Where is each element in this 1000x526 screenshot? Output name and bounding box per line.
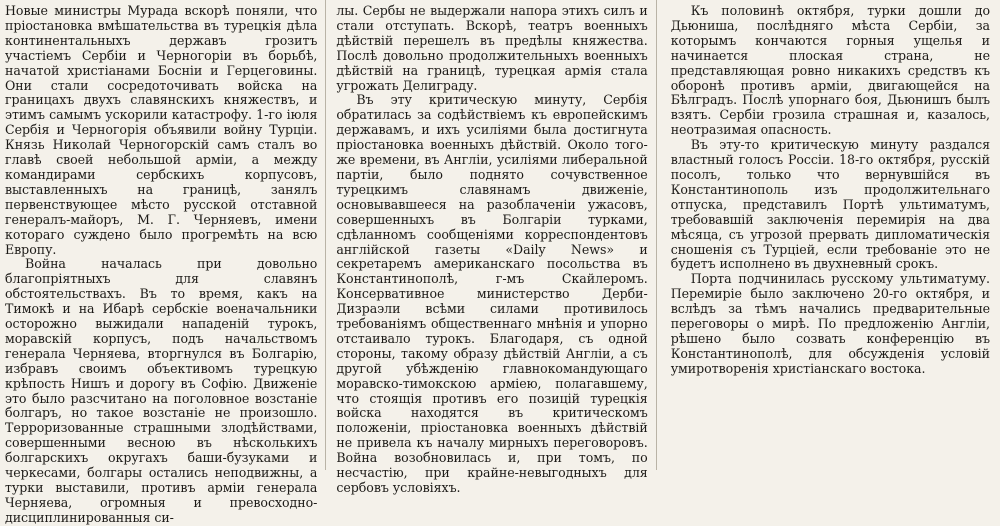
paragraph: Новые министры Мурада вскорѣ поняли, что пріостановка вмѣшательства въ турецкія дѣла континентальныхъ державъ грозитъ участіемъ Сербіи и Черногоріи въ борьбѣ, начатой христіанами Босніи и Герцеговины. Они стали сосредоточивать войска на границахъ двухъ славянскихъ княжествъ, и этимъ самымъ ускорили катастрофу. 1-го іюля Сербія и Черногорія объявили войну Турціи. Князь Николай Черногорскій самъ сталъ во главѣ своей небольшой арміи, а между командирами сербскихъ корпусовъ, выставленныхъ на границѣ, занялъ первенствующее мѣсто русской отставной генералъ-майоръ, М. Г. Черняевъ, имени котораго суждено было прогремѣть на всю Европу. xyxy=(5,3,318,257)
text-column-3 xyxy=(657,0,1000,470)
text-column-1 xyxy=(0,0,325,525)
paragraph: лы. Сербы не выдержали напора этихъ силъ и стали отступать. Вскорѣ, театръ военныхъ дѣйствій перешелъ въ предѣлы княжества. Послѣ довольно продолжительныхъ военныхъ дѣйствій на границѣ, турецкая армія стала угрожать Делиграду. xyxy=(336,3,648,93)
paragraph: Въ эту критическую минуту, Сербія обратилась за содѣйствіемъ къ европейскимъ державамъ, и ихъ усиліями была достигнута пріостановка военныхъ дѣйствій. Около того-же времени, въ Англіи, усиліями либеральной партіи, было поднято сочувственное турецкимъ славянамъ движеніе, основывавшееся на разоблаченіи ужасовъ, совершенныхъ въ Болгаріи турками, сдѣланномъ сообщеніями корреспондентовъ англійской газеты «Daily News» и секретаремъ американскаго посольства въ Константинополѣ, г-мъ Скайлеромъ. Консервативное министерство Дерби-Дизраэли всѣми силами противилось требованіямъ общественнаго мнѣнія и упорно отстаивало турокъ. Благодаря, съ одной стороны, такому образу дѣйствій Англіи, а съ другой убѣжденію главнокомандующаго моравско-тимокскою арміею, полагавшему, что стоящія противъ его позицій турецкія войска находятся въ критическомъ положеніи, пріостановка военныхъ дѣйствій не привела къ началу мирныхъ переговоровъ. Война возобновилась и, при томъ, по несчастію, при крайне-невыгодныхъ для сербовъ условіяхъ. xyxy=(336,92,648,495)
paragraph: Порта подчинилась русскому ультиматуму. Перемиріе было заключено 20-го октября, и вслѣдъ за тѣмъ начались предварительные переговоры о мирѣ. По предложенію Англіи, рѣшено было созвать конференцію въ Константинополѣ, для обсужденія условій умиротворенія христіанскаго востока. xyxy=(670,271,991,376)
text-column-2 xyxy=(326,0,655,495)
paragraph: Въ эту-то критическую минуту раздался властный голосъ Россіи. 18-го октября, русскій посолъ, только что вернувшійся въ Константинополь изъ продолжительнаго отпуска, представилъ Портѣ ультиматумъ, требовавшій заключенія перемирія на два мѣсяца, съ угрозой прервать дипломатическія сношенія съ Турціей, если требованіе это не будетъ исполнено въ двухневный срокъ. xyxy=(670,137,991,272)
paragraph: Война началась при довольно благопріятныхъ для славянъ обстоятельствахъ. Въ то время, какъ на Тимокѣ и на Ибарѣ сербскіе военачальники осторожно выжидали нападеній турокъ, моравскій корпусъ, подъ начальствомъ генерала Черняева, вторгнулся въ Болгарію, избравъ своимъ объективомъ турецкую крѣпость Нишъ и дорогу въ Софію. Движеніе это было разсчитано на поголовное возстаніе болгаръ, но такое возстаніе не произошло. Терроризованные страшными злодѣйствами, совершенными весною въ нѣсколькихъ болгарскихъ округахъ баши-бузуками и черкесами, болгары остались неподвижны, а турки выставили, противъ арміи генерала Черняева, огромныя и превосходно-дисциплинированныя си- xyxy=(5,256,318,525)
paragraph: Къ половинѣ октября, турки дошли до Дьюниша, послѣдняго мѣста Сербіи, за которымъ кончаются горныя ущелья и начинается плоская страна, не представляющая ровно никакихъ средствъ къ оборонѣ противъ арміи, двигающейся на Бѣлградъ. Послѣ упорнаго боя, Дьюнишъ былъ взятъ. Сербіи грозила страшная и, казалось, неотразимая опасность. xyxy=(670,3,991,138)
